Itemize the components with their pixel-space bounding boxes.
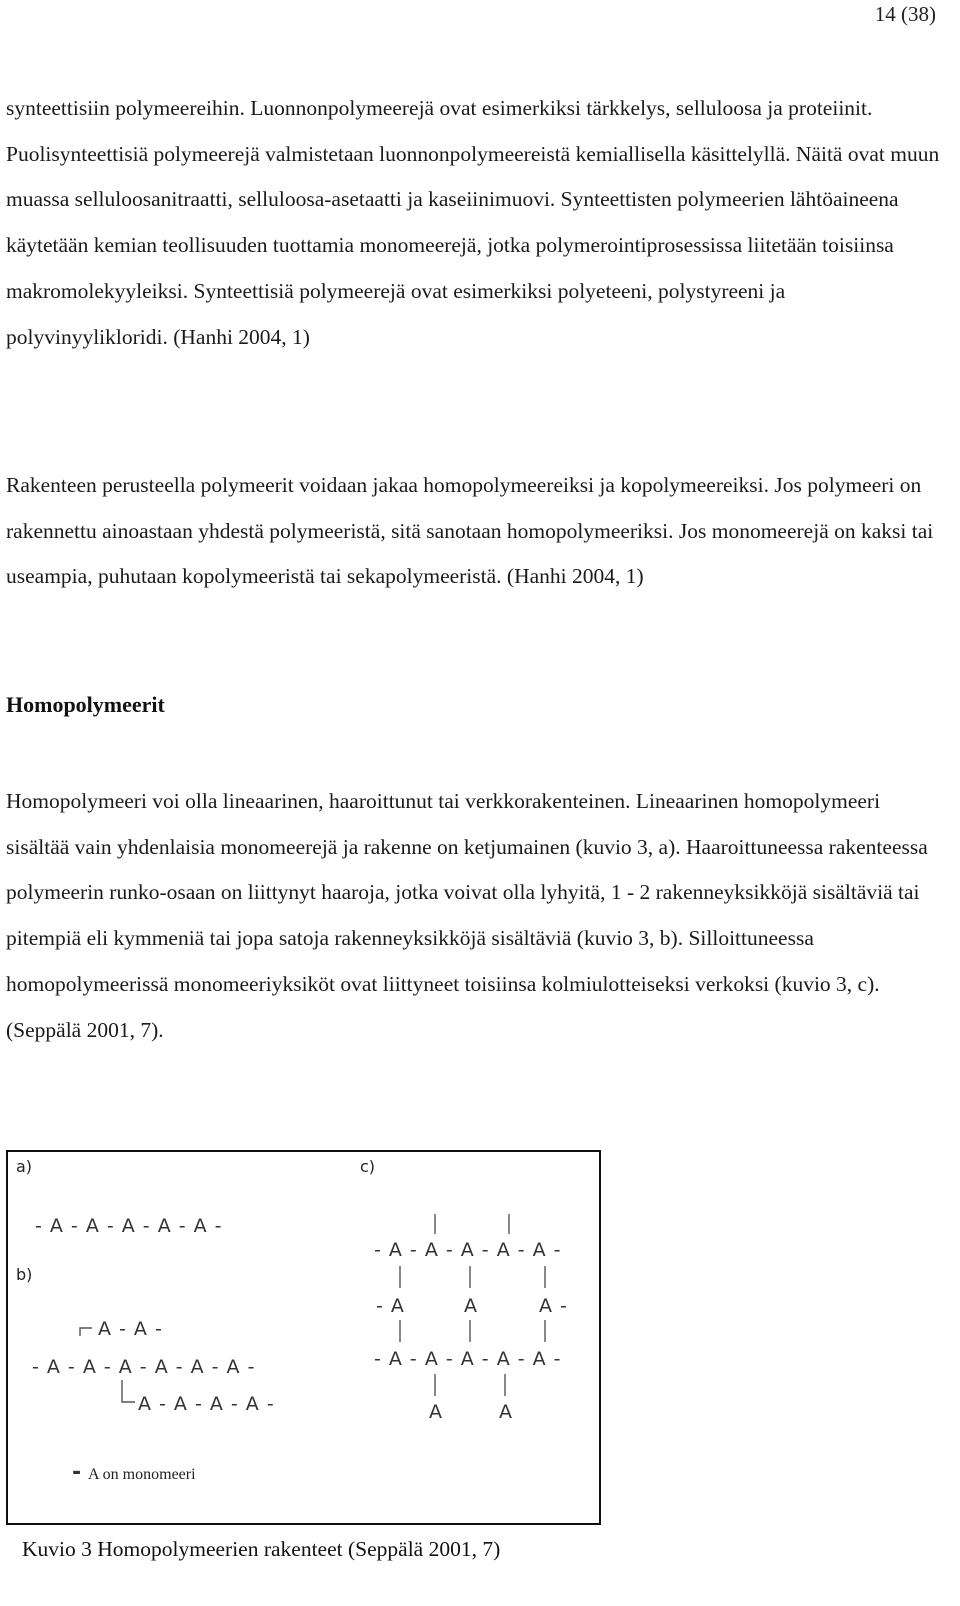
label-a: a) <box>16 1157 33 1176</box>
paragraph-homopolymers: Homopolymeeri voi olla lineaarinen, haaroittunut tai verkkorakenteinen. Lineaarinen homopolymeeri sisältää vain yhdenlaisia monomeerejä ja rakenne on ketjumainen (kuvio 3, a). Haaroittuneessa rakenteessa polymeerin runko-osaan on liittynyt haaroja, jotka voivat olla lyhyitä, 1 - 2 rakenneyksikköjä sisältäviä tai pitempiä eli kymmeniä tai jopa satoja rakenneyksikköjä sisältäviä (kuvio 3, b). Silloittuneessa homopolymeerissä monomeeriyksiköt ovat liittyneet toisiinsa kolmiulotteiseksi verkoksi (kuvio 3, c). (Seppälä 2001, 7). <box>6 789 928 1042</box>
network-end-1: A <box>429 1401 443 1423</box>
network-end-2: A <box>499 1401 513 1423</box>
section-heading-homopolymers: Homopolymeerit <box>6 692 165 717</box>
branch-top: A - A - <box>98 1318 163 1340</box>
network-middle-left: - A <box>376 1295 405 1317</box>
legend-dash: - <box>72 1460 83 1485</box>
network-chain-top: - A - A - A - A - A - <box>374 1239 562 1261</box>
network-middle-center: A <box>464 1295 478 1317</box>
branch-connector-top <box>80 1328 92 1336</box>
page-number: 14 (38) <box>874 2 936 26</box>
label-c: c) <box>360 1157 376 1176</box>
paragraph-polymer-types: synteettisiin polymeereihin. Luonnonpolymeerejä ovat esimerkiksi tärkkelys, selluloosa ja proteiinit. Puolisynteettisiä polymeerejä valmistetaan luonnonpolymeereistä kemiallisella käsittelyllä. Näitä ovat muun muassa selluloosanitraatti, selluloosa-asetaatti ja kaseiinimuovi. Synteettisten polymeerien lähtöaineena käytetään kemian teollisuuden tuottamia monomeerejä, jotka polymerointiprosessissa liitetään toisiinsa makromolekyyleiksi. Synteettisiä polymeerejä ovat esimerkiksi polyeteeni, polystyreeni ja polyvinyylikloridi. (Hanhi 2004, 1) <box>6 96 940 349</box>
legend-text: A on monomeeri <box>88 1466 196 1483</box>
network-middle-right: A - <box>539 1295 568 1317</box>
label-b: b) <box>16 1265 33 1284</box>
linear-chain: - A - A - A - A - A - <box>35 1215 223 1237</box>
network-chain-bottom: - A - A - A - A - A - <box>374 1348 562 1370</box>
branch-bottom: A - A - A - A - <box>138 1393 275 1415</box>
figure-caption: Kuvio 3 Homopolymeerien rakenteet (Seppälä 2001, 7) <box>22 1537 501 1561</box>
paragraph-structure: Rakenteen perusteella polymeerit voidaan jakaa homopolymeereiksi ja kopolymeereiksi. Jos polymeeri on rakennettu ainoastaan yhdestä polymeeristä, sitä sanotaan homopolymeeriksi. Jos monomeerejä on kaksi tai useampia, puhutaan kopolymeeristä tai sekapolymeeristä. (Hanhi 2004, 1) <box>6 473 934 589</box>
structure-diagram <box>8 1152 599 1523</box>
branched-main-chain: - A - A - A - A - A - A - <box>32 1356 256 1378</box>
figure-polymer-structures <box>6 1150 601 1525</box>
branch-connector-bottom <box>122 1380 135 1402</box>
